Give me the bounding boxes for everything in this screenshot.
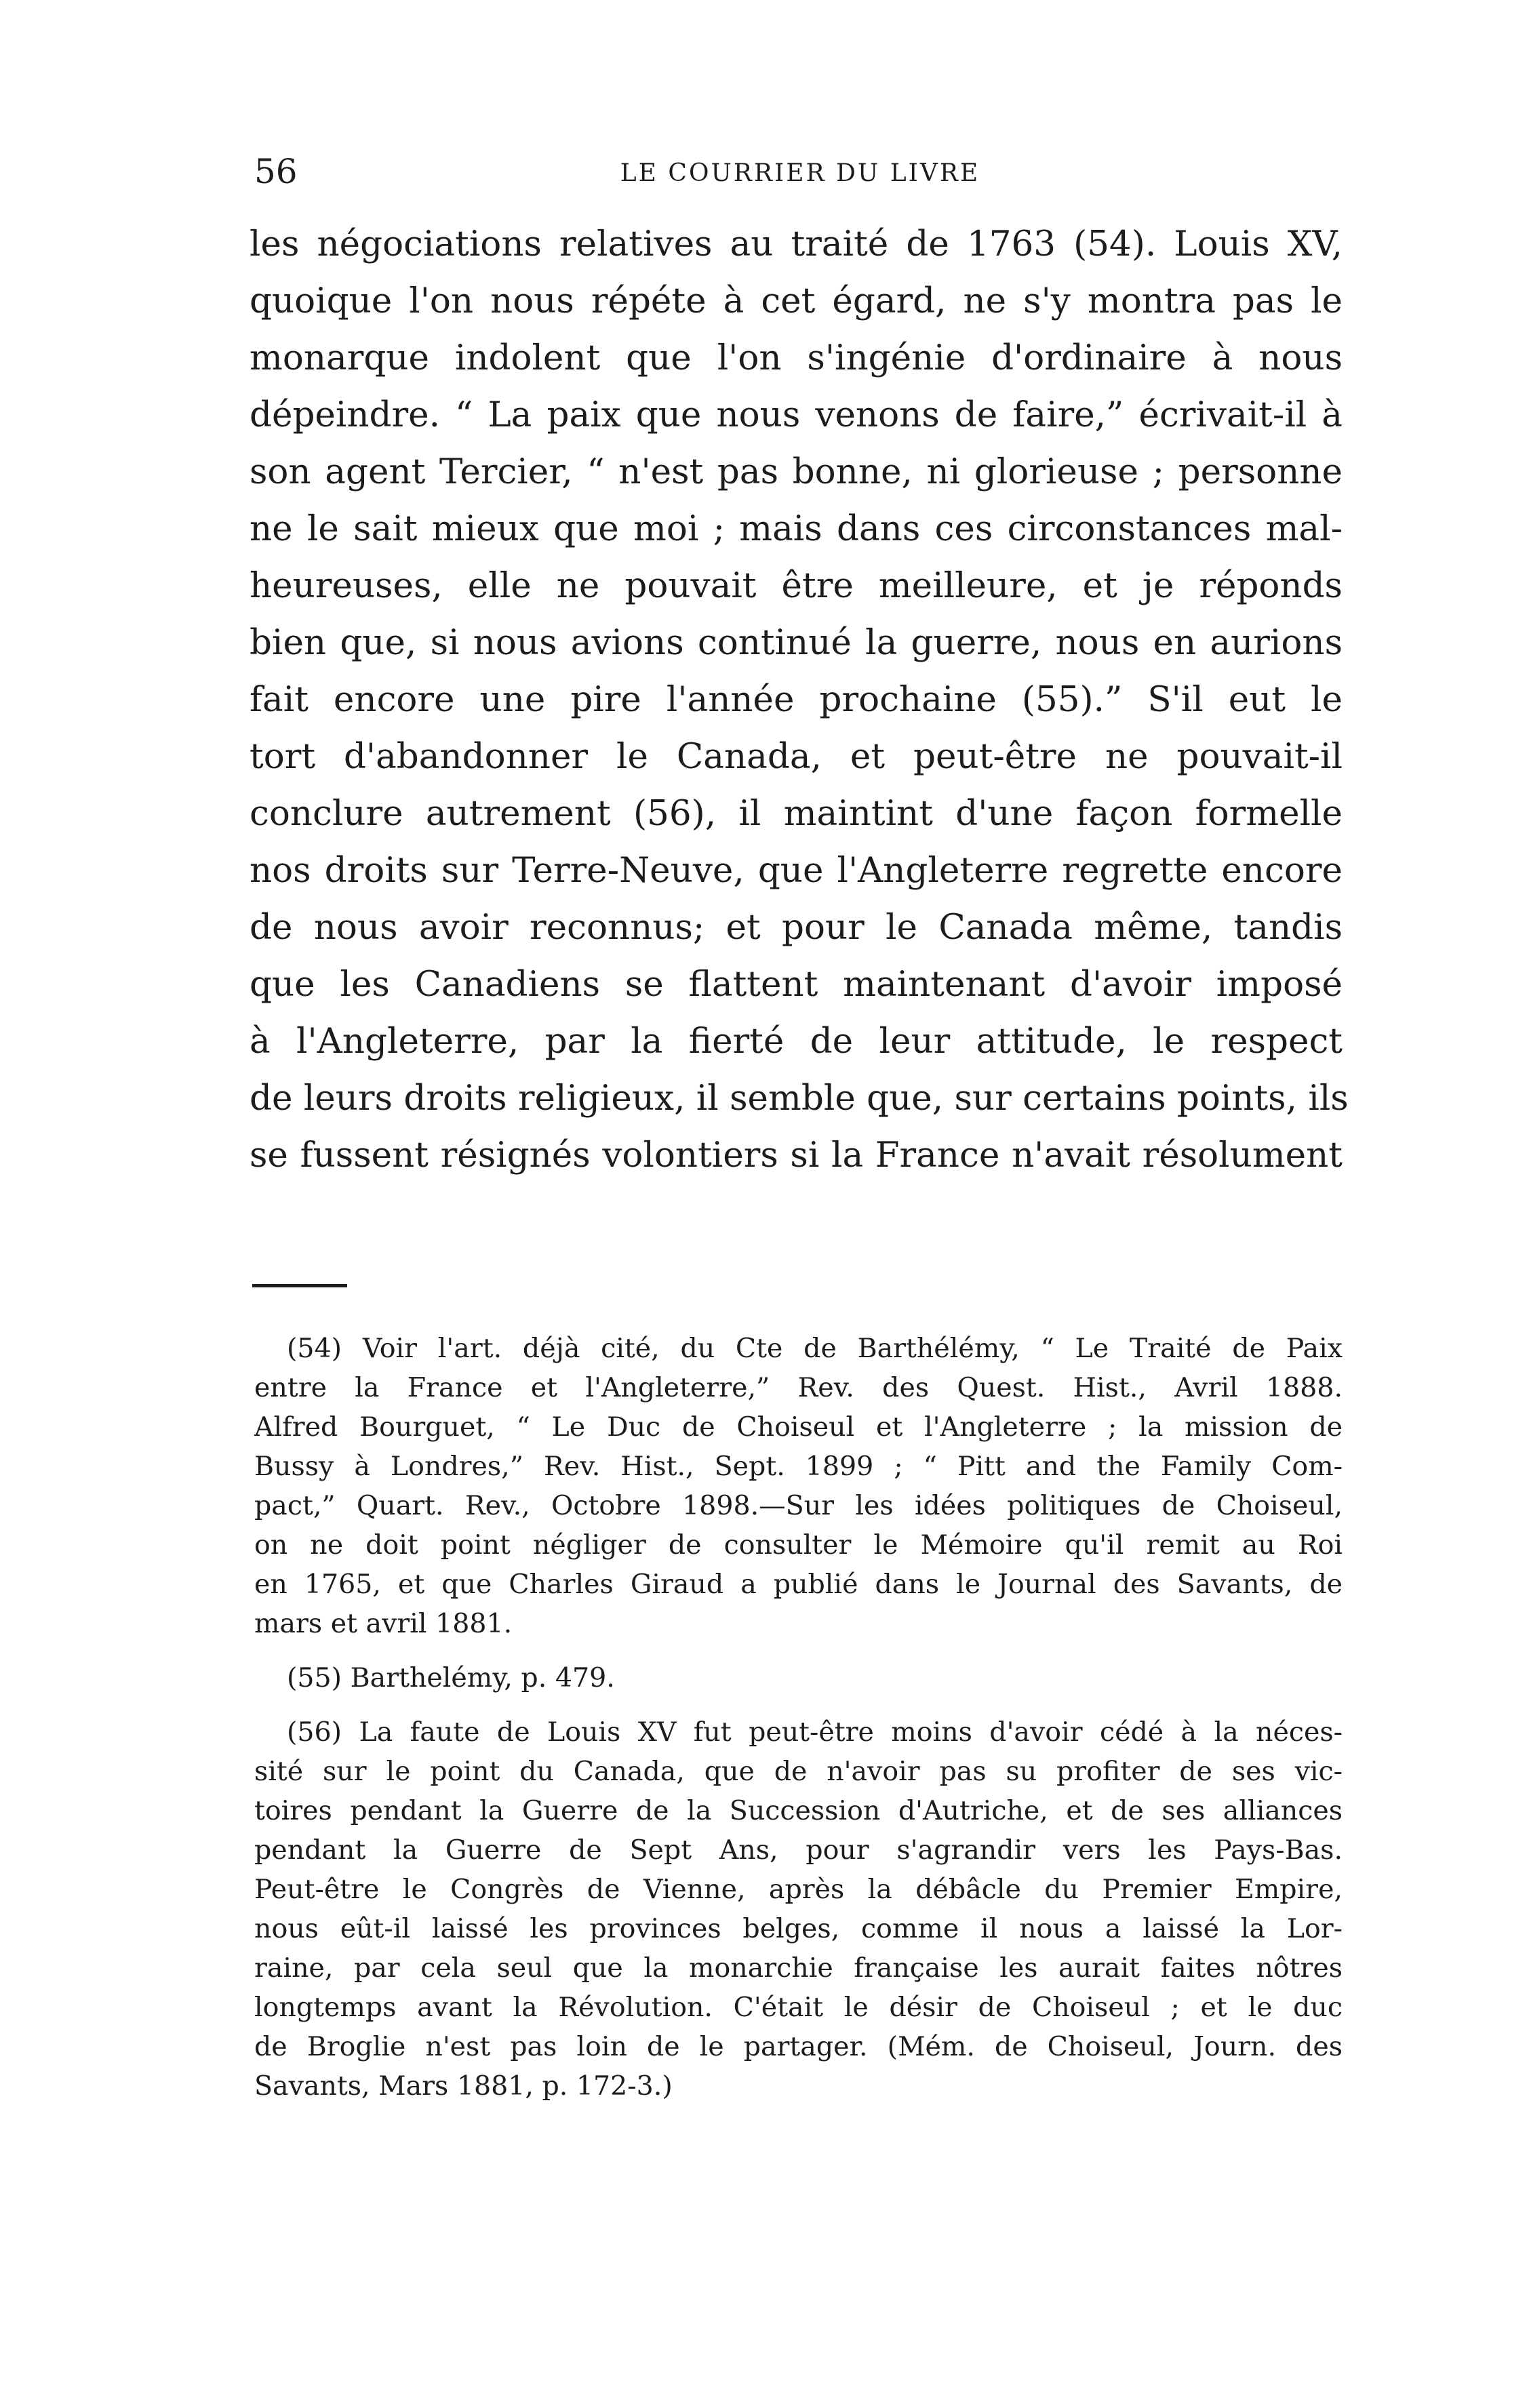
body-line: se fussent résignés volontiers si la France n'avait résolument — [250, 1135, 1343, 1176]
page-header — [254, 148, 1346, 195]
footnote-line: (54) Voir l'art. déjà cité, du Cte de Barthélémy, “ Le Traité de Paix — [287, 1333, 1343, 1364]
footnote-54 — [254, 1329, 1343, 1643]
body-line: de nous avoir reconnus; et pour le Canada même, tandis — [250, 907, 1343, 948]
running-head: LE COURRIER DU LIVRE — [620, 159, 980, 187]
body-line: à l'Angleterre, par la fierté de leur attitude, le respect — [250, 1021, 1343, 1062]
footnote-line: raine, par cela seul que la monarchie française les aurait faites nôtres — [254, 1952, 1343, 1984]
footnote-56 — [254, 1712, 1343, 2106]
footnote-55 — [254, 1658, 1343, 1698]
body-line: de leurs droits religieux, il semble que, sur certains points, ils — [250, 1078, 1349, 1119]
body-line: nos droits sur Terre-Neuve, que l'Angleterre regrette encore — [250, 850, 1343, 891]
body-line: heureuses, elle ne pouvait être meilleure, et je réponds — [250, 565, 1343, 606]
footnote-line: pendant la Guerre de Sept Ans, pour s'agrandir vers les Pays-Bas. — [254, 1834, 1343, 1866]
footnote-line: Savants, Mars 1881, p. 172-3.) — [254, 2070, 673, 2102]
body-line: conclure autrement (56), il maintint d'une façon formelle — [250, 793, 1343, 834]
footnote-line: (56) La faute de Louis XV fut peut-être moins d'avoir cédé à la néces- — [287, 1717, 1343, 1748]
footnote-separator — [252, 1284, 347, 1287]
footnote-line: Alfred Bourguet, “ Le Duc de Choiseul et l'Angleterre ; la mission de — [254, 1411, 1343, 1443]
body-line: ne le sait mieux que moi ; mais dans ces circonstances mal- — [250, 508, 1343, 549]
body-line: bien que, si nous avions continué la guerre, nous en aurions — [250, 622, 1343, 663]
body-line: dépeindre. “ La paix que nous venons de faire,” écrivait-il à — [250, 395, 1343, 435]
footnote-line: de Broglie n'est pas loin de le partager. (Mém. de Choiseul, Journ. des — [254, 2031, 1343, 2062]
footnote-line: toires pendant la Guerre de la Succession d'Autriche, et de ses alliances — [254, 1795, 1343, 1826]
footnote-line: (55) Barthelémy, p. 479. — [287, 1662, 615, 1693]
footnote-line: longtemps avant la Révolution. C'était le désir de Choiseul ; et le duc — [254, 1992, 1343, 2023]
body-line: fait encore une pire l'année prochaine (55).” S'il eut le — [250, 679, 1343, 720]
footnote-line: mars et avril 1881. — [254, 1608, 513, 1639]
body-line: son agent Tercier, “ n'est pas bonne, ni glorieuse ; personne — [250, 452, 1343, 492]
body-line: tort d'abandonner le Canada, et peut-être ne pouvait-il — [250, 736, 1343, 777]
footnotes — [254, 1329, 1343, 2121]
page-number: 56 — [254, 152, 298, 191]
footnote-line: entre la France et l'Angleterre,” Rev. des Quest. Hist., Avril 1888. — [254, 1372, 1343, 1403]
footnote-line: pact,” Quart. Rev., Octobre 1898.—Sur les idées politiques de Choiseul, — [254, 1490, 1343, 1521]
body-line: que les Canadiens se flattent maintenant d'avoir imposé — [250, 964, 1343, 1005]
body-line: les négociations relatives au traité de 1763 (54). Louis XV, — [250, 224, 1343, 264]
footnote-line: sité sur le point du Canada, que de n'avoir pas su profiter de ses vic- — [254, 1756, 1343, 1787]
body-line: monarque indolent que l'on s'ingénie d'ordinaire à nous — [250, 338, 1343, 378]
body-text — [250, 216, 1349, 1184]
footnote-line: Peut-être le Congrès de Vienne, après la débâcle du Premier Empire, — [254, 1874, 1343, 1905]
footnote-line: nous eût-il laissé les provinces belges, comme il nous a laissé la Lor- — [254, 1913, 1343, 1944]
footnote-line: on ne doit point négliger de consulter le Mémoire qu'il remit au Roi — [254, 1529, 1343, 1561]
body-line: quoique l'on nous répéte à cet égard, ne s'y montra pas le — [250, 281, 1343, 321]
footnote-line: Bussy à Londres,” Rev. Hist., Sept. 1899 ; “ Pitt and the Family Com- — [254, 1451, 1343, 1482]
footnote-line: en 1765, et que Charles Giraud a publié dans le Journal des Savants, de — [254, 1569, 1343, 1600]
